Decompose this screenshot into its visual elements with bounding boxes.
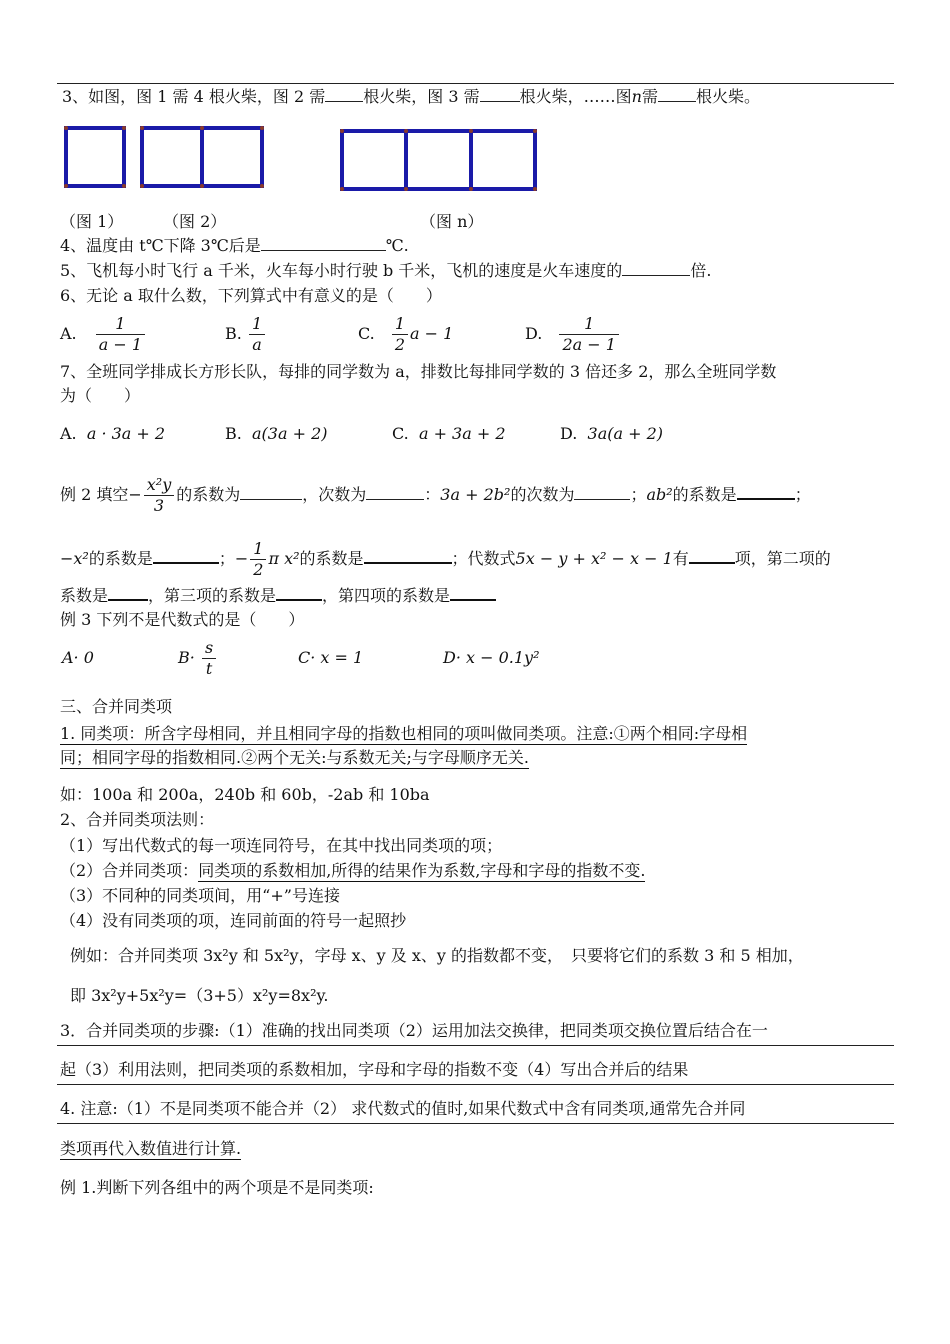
ex2-line2: −x²的系数是 ；− $\frac{1}{2}$ π x²的系数是 ；代数式5x − y + x² − x − 1有 项，第二项的 [60, 539, 831, 579]
q5-line [60, 261, 711, 281]
ex3-text: 例 3 下列不是代数式的是（ ） [60, 610, 305, 629]
sec3-p1-line1: 1. 同类项：所含字母相同，并且相同字母的指数也相同的项叫做同类项。注意:①两个相同:字母相 [60, 724, 748, 743]
fig1-caption: （图 1） [60, 212, 124, 231]
q4-blank [261, 236, 386, 251]
matchstick-figures [60, 122, 540, 194]
ex2-line1: 例 2 填空− $\frac{\text{x²y}}{3}$ 的系数为 ，次数为 ：3a + 2b²的次数为 ；ab²的系数是 ； [60, 475, 811, 515]
q3-suffix: 根火柴。 [695, 87, 760, 106]
q3-mid1: 根火柴，图 3 需 [363, 87, 480, 106]
q4-text: 4、温度由 t℃下降 3℃后是 [60, 236, 261, 255]
q7-option-a: A. a · 3a + 2 [60, 424, 166, 443]
ex3-option-d: D· x − 0.1y² [443, 648, 540, 667]
fign-caption: （图 n） [420, 212, 484, 231]
sec3-example-a: 例如：合并同类项 3x²y 和 5x²y，字母 x、y 及 x、y 的指数都不变， 只要将它们的系数 3 和 5 相加， [70, 946, 804, 965]
underline-rule [57, 1123, 894, 1124]
figure-n [342, 131, 535, 189]
q3-prefix: 3、如图，图 1 需 4 根火柴，图 2 需 [62, 87, 326, 106]
q7-line1: 7、全班同学排成长方形长队，每排的同学数为 a，排数比每排同学数的 3 倍还多 2，那么全班同学数 [60, 362, 777, 381]
figure-1 [66, 128, 124, 186]
q6-option-a: A. $\frac{1}{a - 1}$ [60, 314, 147, 355]
match-heads [64, 126, 537, 191]
q5-blank [622, 261, 690, 276]
underline-rule [57, 1045, 894, 1046]
sec3-rule-2: （2）合并同类项：同类项的系数相加,所得的结果作为系数,字母和字母的指数不变. [60, 861, 646, 880]
q6-option-b: B. $\frac{1}{a}$ [225, 314, 267, 355]
ex3-option-c: C· x = 1 [298, 648, 364, 667]
sec3-rule-title: 2、合并同类项法则： [60, 810, 215, 829]
q3-blank-2 [480, 87, 520, 102]
top-rule [57, 83, 894, 84]
figure-2 [142, 128, 262, 186]
section-title: 三、合并同类项 [60, 697, 173, 716]
sec3-p1-line2: 同；相同字母的指数相同.②两个无关:与系数无关;与字母顺序无关. [60, 748, 529, 767]
underline-rule [57, 1084, 894, 1085]
ex2-line3: 系数是 ，第三项的系数是 ，第四项的系数是 [60, 585, 496, 606]
sec3-steps-line1: 3．合并同类项的步骤:（1）准确的找出同类项（2）运用加法交换律，把同类项交换位置后结合在一 [60, 1021, 768, 1040]
ex2-fraction: $\frac{\text{x²y}}{3}$ [144, 475, 174, 516]
q7-option-b: B. a(3a + 2) [225, 424, 328, 443]
sec3-rule-4: （4）没有同类项的项，连同前面的符号一起照抄 [60, 911, 407, 930]
q3-n: n [631, 87, 642, 106]
q4-unit: ℃. [385, 236, 409, 255]
q7-option-c: C. a + 3a + 2 [392, 424, 506, 443]
q7-option-d: D. 3a(a + 2) [560, 424, 664, 443]
fig2-caption: （图 2） [163, 212, 227, 231]
sec3-steps-line2: 起（3）利用法则，把同类项的系数相加，字母和字母的指数不变（4）写出合并后的结果 [60, 1060, 689, 1079]
q3-blank-1 [325, 87, 363, 102]
sec3-note-line1: 4. 注意:（1）不是同类项不能合并（2） 求代数式的值时,如果代数式中含有同类项,通常先合并同 [60, 1099, 746, 1118]
q3-mid2: 根火柴，……图 [519, 87, 632, 106]
sec3-note-line2: 类项再代入数值进行计算. [60, 1139, 242, 1158]
sec3-example-b: 即 3x²y+5x²y=（3+5）x²y=8x²y. [70, 986, 329, 1005]
q7-line2: 为（ ） [60, 386, 141, 405]
ex3-option-a: A· 0 [62, 648, 94, 667]
sec3-rule-1: （1）写出代数式的每一项连同符号，在其中找出同类项的项； [60, 836, 503, 855]
q5-suffix: 倍. [690, 261, 712, 280]
sec3-example-pairs: 如：100a 和 200a，240b 和 60b，-2ab 和 10ba [60, 785, 430, 804]
sec3-example-1: 例 1.判断下列各组中的两个项是不是同类项: [60, 1178, 374, 1197]
q4-line [60, 236, 409, 256]
ex3-option-b: B· $\frac{s}{t}$ [178, 638, 218, 679]
q6-option-c: C. $\frac{1}{2}$ a − 1 [358, 314, 454, 354]
q6-text: 6、无论 a 取什么数，下列算式中有意义的是（ ） [60, 286, 442, 305]
ex2-prefix: 例 2 填空 [60, 485, 129, 504]
q3-mid3: 需 [641, 87, 658, 106]
q5-text: 5、飞机每小时飞行 a 千米，火车每小时行驶 b 千米，飞机的速度是火车速度的 [60, 261, 623, 280]
q3-blank-3 [658, 87, 696, 102]
q6-option-d: D. $\frac{1}{2a - 1}$ [525, 314, 621, 355]
sec3-rule-3: （3）不同种的同类项间，用“+”号连接 [60, 886, 340, 905]
q3-line [62, 87, 760, 107]
